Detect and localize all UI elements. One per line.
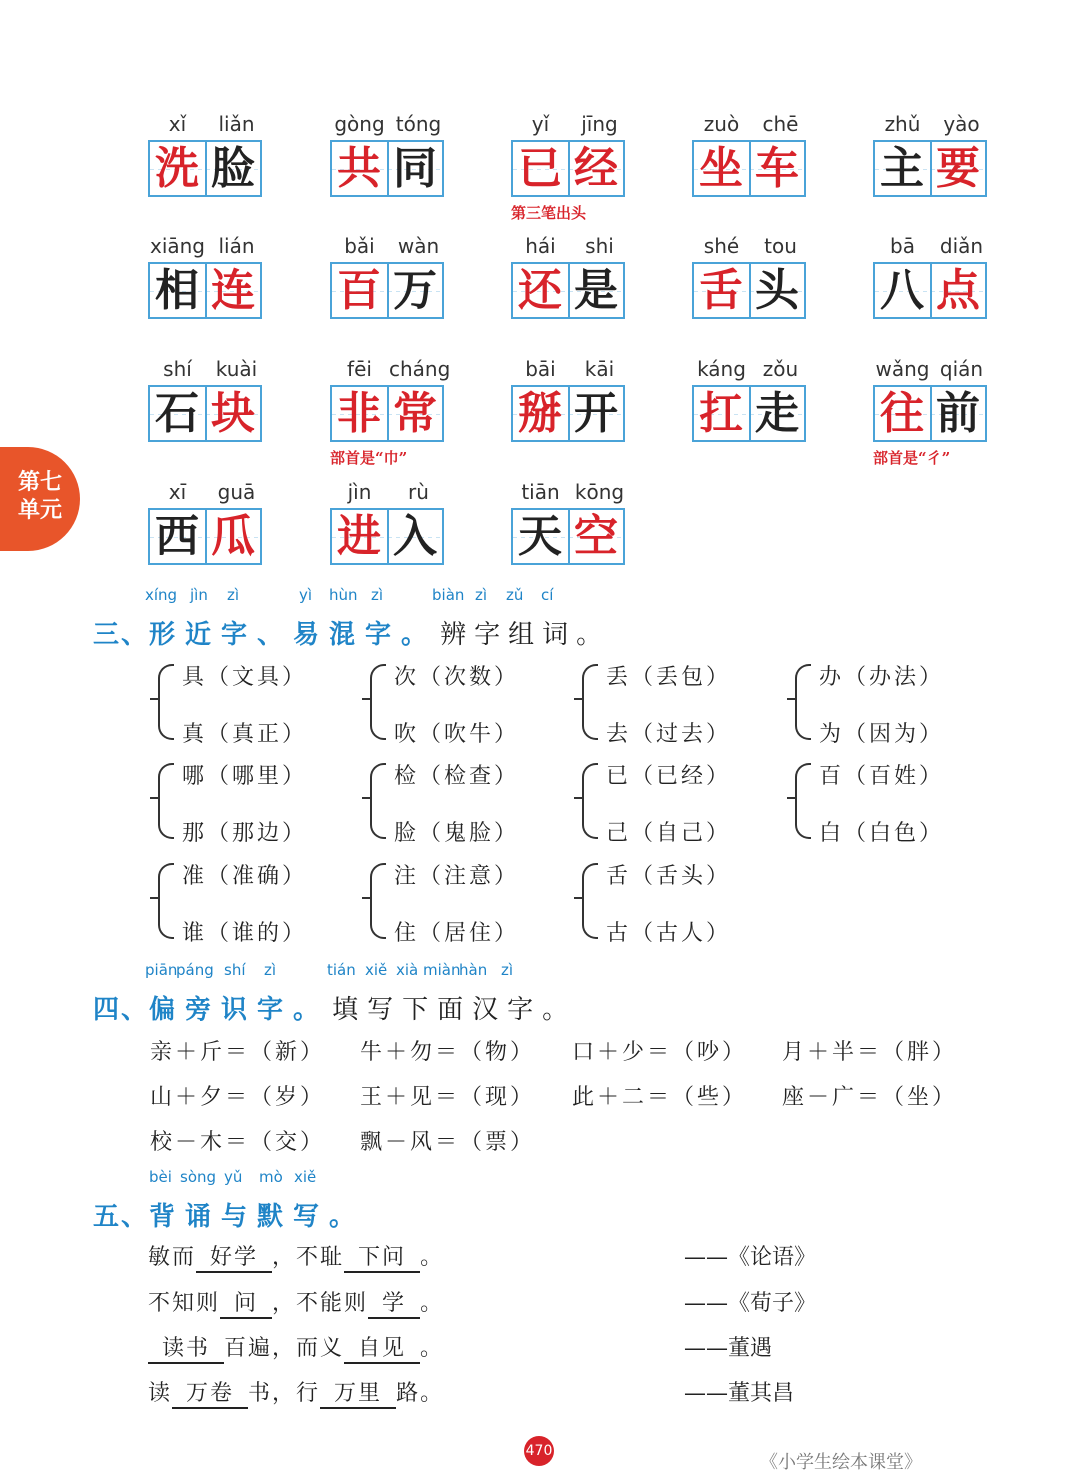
pair-entry: 准（准确） (182, 864, 308, 889)
pinyin-row (330, 480, 448, 510)
character: 坐 (699, 143, 743, 194)
line-text: 不知则 (148, 1291, 221, 1316)
character-box (330, 262, 444, 319)
pinyin: rù (408, 480, 429, 504)
pinyin: zì (501, 961, 514, 979)
character: 百 (337, 265, 381, 316)
stroke-note: 部首是“巾” (330, 449, 408, 467)
brace-icon (582, 863, 598, 939)
character: 入 (393, 511, 437, 562)
line-text: 敏而 (148, 1245, 197, 1270)
pinyin: xiě (365, 961, 388, 979)
section-3-heading (93, 586, 611, 651)
character: 洗 (155, 143, 199, 194)
stroke-note: 部首是“彳” (873, 449, 951, 467)
character: 头 (755, 265, 799, 316)
radical-equation: 飘－风＝（票） (360, 1130, 536, 1155)
character-box (873, 140, 987, 197)
pinyin-row (873, 357, 991, 387)
brace-icon (158, 664, 174, 740)
character-box (148, 508, 262, 565)
pinyin: páng (176, 961, 214, 979)
pair-entry: 己（自己） (606, 821, 732, 846)
pair-entry: 真（真正） (182, 722, 308, 747)
character: 连 (211, 265, 255, 316)
line-text: ，不能则 (272, 1291, 369, 1316)
character: 非 (337, 388, 381, 439)
pinyin: yǐ (531, 112, 550, 136)
character-box (873, 385, 987, 442)
pair-entry: 百（百姓） (819, 764, 945, 789)
radical-equation: 座－广＝（坐） (782, 1085, 958, 1110)
radical-equation: 牛＋勿＝（物） (360, 1040, 536, 1065)
pinyin-row (148, 234, 266, 264)
pinyin-row (692, 234, 810, 264)
pinyin: kāi (584, 357, 615, 381)
section-instruction: 填写下面汉字。 (332, 995, 578, 1025)
section-title: 偏旁识字 (149, 995, 294, 1025)
line-text: 读 (148, 1381, 173, 1406)
pinyin: yǔ (224, 1168, 243, 1186)
character-box (330, 508, 444, 565)
pinyin-row (148, 112, 266, 142)
character: 主 (880, 143, 924, 194)
character: 开 (574, 388, 618, 439)
pinyin: xià (396, 961, 419, 979)
section-5-heading (93, 1168, 358, 1233)
pinyin: tián (327, 961, 356, 979)
line-text: 百遍，而义 (224, 1336, 345, 1361)
char-pair (582, 859, 782, 945)
pinyin: tóng (395, 112, 442, 136)
pair-entry: 那（那边） (182, 821, 308, 846)
pinyin: mò (259, 1168, 283, 1186)
pinyin: zuò (703, 112, 740, 136)
fill-blank: 自见 (344, 1331, 420, 1364)
character: 走 (755, 388, 799, 439)
pinyin: shi (585, 234, 614, 258)
brace-icon (158, 863, 174, 939)
radical-equation: 山＋夕＝（岁） (150, 1085, 326, 1110)
pinyin: hàn (459, 961, 488, 979)
section-instruction: 辨字组词。 (440, 620, 611, 650)
pair-entry: 舌（舌头） (606, 864, 732, 889)
section-number: 三、 (93, 620, 150, 650)
char-pair (158, 859, 358, 945)
character-box (692, 262, 806, 319)
char-pair (370, 759, 570, 845)
character: 石 (155, 388, 199, 439)
stroke-note: 第三笔出头 (511, 204, 587, 222)
pinyin: cí (541, 586, 554, 604)
character: 瓜 (211, 511, 255, 562)
section-dot: 。 (293, 995, 322, 1025)
section-dot: 。 (401, 620, 430, 650)
pinyin-row (330, 357, 451, 387)
pinyin: zǒu (762, 357, 799, 381)
pair-entry: 谁（谁的） (182, 921, 308, 946)
character: 八 (880, 265, 924, 316)
character: 前 (936, 388, 980, 439)
brace-icon (158, 763, 174, 839)
character: 是 (574, 265, 618, 316)
pinyin: shí (163, 357, 192, 381)
recitation-line (148, 1240, 444, 1273)
pinyin: xíng (145, 586, 178, 604)
character: 块 (211, 388, 255, 439)
pinyin: bǎi (344, 234, 375, 258)
line-text: 。 (420, 1336, 445, 1361)
char-pair (795, 660, 995, 746)
char-pair (582, 660, 782, 746)
pinyin-row (511, 112, 629, 142)
pinyin: biàn (432, 586, 465, 604)
pinyin: diǎn (939, 234, 984, 258)
section-title: 背诵与默写 (149, 1202, 330, 1232)
character: 万 (393, 265, 437, 316)
pinyin: guā (217, 480, 256, 504)
character: 同 (393, 143, 437, 194)
radical-equation: 王＋见＝（现） (360, 1085, 536, 1110)
brace-icon (795, 763, 811, 839)
pair-entry: 丢（丢包） (606, 665, 732, 690)
character: 点 (936, 265, 980, 316)
brace-icon (582, 763, 598, 839)
pinyin: tiān (521, 480, 560, 504)
pinyin: káng (697, 357, 746, 381)
pair-entry: 去（过去） (606, 722, 732, 747)
pinyin: zì (371, 586, 384, 604)
pinyin: xiě (294, 1168, 317, 1186)
radical-equation: 亲＋斤＝（新） (150, 1040, 326, 1065)
character: 常 (393, 388, 437, 439)
character-box (148, 385, 262, 442)
pinyin: miàn (423, 961, 461, 979)
pinyin: qián (939, 357, 984, 381)
pinyin: piān (145, 961, 178, 979)
quote-source: ——董遇 (684, 1336, 773, 1361)
pair-entry: 白（白色） (819, 821, 945, 846)
character-box (873, 262, 987, 319)
fill-blank: 读书 (148, 1331, 224, 1364)
pinyin: bāi (525, 357, 556, 381)
pinyin: yào (943, 112, 980, 136)
pinyin: xiāng (149, 234, 206, 258)
line-text: ，不耻 (272, 1245, 345, 1270)
character-box (511, 508, 625, 565)
line-text: 书，行 (248, 1381, 321, 1406)
character: 已 (518, 143, 562, 194)
pinyin: xǐ (168, 112, 187, 136)
radical-equation: 口＋少＝（吵） (572, 1040, 748, 1065)
char-pair (795, 759, 995, 845)
pinyin: hái (525, 234, 556, 258)
char-pair (582, 759, 782, 845)
quote-source: ——《荀子》 (684, 1291, 817, 1316)
fill-blank: 万卷 (172, 1376, 248, 1409)
pinyin: tou (764, 234, 797, 258)
pinyin: chē (762, 112, 799, 136)
pair-entry: 注（注意） (394, 864, 520, 889)
pinyin: hùn (329, 586, 358, 604)
pinyin: bèi (149, 1168, 172, 1186)
character: 要 (936, 143, 980, 194)
character-box (692, 385, 806, 442)
pinyin: liǎn (218, 112, 255, 136)
section-title: 形近字、易混字 (149, 620, 402, 650)
character: 共 (337, 143, 381, 194)
pinyin-row (511, 234, 629, 264)
pair-entry: 已（已经） (606, 764, 732, 789)
pinyin-row (692, 357, 810, 387)
section-number: 五、 (93, 1202, 150, 1232)
pair-entry: 吹（吹牛） (394, 722, 520, 747)
pair-entry: 古（古人） (606, 921, 732, 946)
brace-icon (370, 763, 386, 839)
line-text: 。 (420, 1291, 445, 1316)
pinyin-row (148, 357, 266, 387)
character: 车 (755, 143, 799, 194)
quote-source: ——董其昌 (684, 1381, 795, 1406)
pinyin: wàn (397, 234, 440, 258)
character-box (511, 385, 625, 442)
character-box (692, 140, 806, 197)
character-box (511, 140, 625, 197)
pinyin: cháng (389, 357, 451, 381)
section-number: 四、 (93, 995, 150, 1025)
character: 还 (518, 265, 562, 316)
fill-blank: 万里 (320, 1376, 396, 1409)
fill-blank: 下问 (344, 1240, 420, 1273)
unit-tab-line-2: 单元 (17, 498, 62, 523)
character: 进 (337, 511, 381, 562)
character-box (148, 140, 262, 197)
pinyin: shé (703, 234, 740, 258)
section-dot: 。 (329, 1202, 358, 1232)
character-box (330, 140, 444, 197)
pinyin: kōng (574, 480, 625, 504)
unit-tab-line-1: 第七 (17, 470, 62, 495)
pair-entry: 脸（鬼脸） (394, 821, 520, 846)
pinyin: zì (264, 961, 277, 979)
pinyin: wǎng (875, 357, 930, 381)
pair-entry: 次（次数） (394, 665, 520, 690)
brace-icon (370, 863, 386, 939)
recitation-line (148, 1376, 444, 1409)
pinyin: kuài (215, 357, 258, 381)
fill-blank: 问 (220, 1286, 272, 1319)
character: 西 (155, 511, 199, 562)
pair-entry: 具（文具） (182, 665, 308, 690)
character: 经 (574, 143, 618, 194)
character-box (511, 262, 625, 319)
pair-entry: 检（检查） (394, 764, 520, 789)
pinyin: zì (227, 586, 240, 604)
pair-entry: 为（因为） (819, 722, 945, 747)
pinyin: zǔ (506, 586, 524, 604)
character-box (148, 262, 262, 319)
line-text: 路。 (396, 1381, 445, 1406)
character: 空 (574, 511, 618, 562)
char-pair (370, 859, 570, 945)
character: 天 (518, 511, 562, 562)
brace-icon (370, 664, 386, 740)
character: 脸 (211, 143, 255, 194)
pinyin-row (873, 112, 991, 142)
recitation-line (148, 1286, 444, 1319)
page-number: 470 (524, 1436, 554, 1466)
pinyin-row (692, 112, 810, 142)
character: 相 (155, 265, 199, 316)
pinyin: shí (224, 961, 246, 979)
character: 舌 (699, 265, 743, 316)
pinyin-row (873, 234, 991, 264)
section-4-heading (93, 961, 578, 1026)
pair-entry: 住（居住） (394, 921, 520, 946)
pinyin: zhǔ (884, 112, 921, 136)
pinyin: jìn (190, 586, 208, 604)
pinyin-row (511, 480, 629, 510)
pinyin: yì (299, 586, 313, 604)
pinyin-row (330, 112, 448, 142)
pinyin: gòng (334, 112, 385, 136)
fill-blank: 好学 (196, 1240, 272, 1273)
pair-entry: 办（办法） (819, 665, 945, 690)
pinyin: bā (890, 234, 915, 258)
pinyin-row (511, 357, 629, 387)
footer-text: 《小学生绘本课堂》 (760, 1452, 922, 1473)
character-box (330, 385, 444, 442)
quote-source: ——《论语》 (684, 1245, 817, 1270)
brace-icon (795, 664, 811, 740)
pinyin: zì (475, 586, 488, 604)
unit-tab (0, 447, 80, 551)
radical-equation: 校－木＝（交） (150, 1130, 326, 1155)
pinyin: lián (218, 234, 255, 258)
character: 扛 (699, 388, 743, 439)
character: 掰 (518, 388, 562, 439)
pinyin: fēi (347, 357, 372, 381)
pinyin-row (330, 234, 448, 264)
pinyin: jīng (581, 112, 618, 136)
pinyin: jìn (347, 480, 372, 504)
character: 往 (880, 388, 924, 439)
fill-blank: 学 (368, 1286, 420, 1319)
pinyin-row (148, 480, 266, 510)
recitation-line (148, 1331, 444, 1364)
radical-equation: 月＋半＝（胖） (782, 1040, 958, 1065)
pinyin: sòng (180, 1168, 217, 1186)
radical-equation: 此＋二＝（些） (572, 1085, 748, 1110)
char-pair (370, 660, 570, 746)
char-pair (158, 660, 358, 746)
brace-icon (582, 664, 598, 740)
pinyin: xī (168, 480, 187, 504)
pair-entry: 哪（哪里） (182, 764, 308, 789)
char-pair (158, 759, 358, 845)
line-text: 。 (420, 1245, 445, 1270)
